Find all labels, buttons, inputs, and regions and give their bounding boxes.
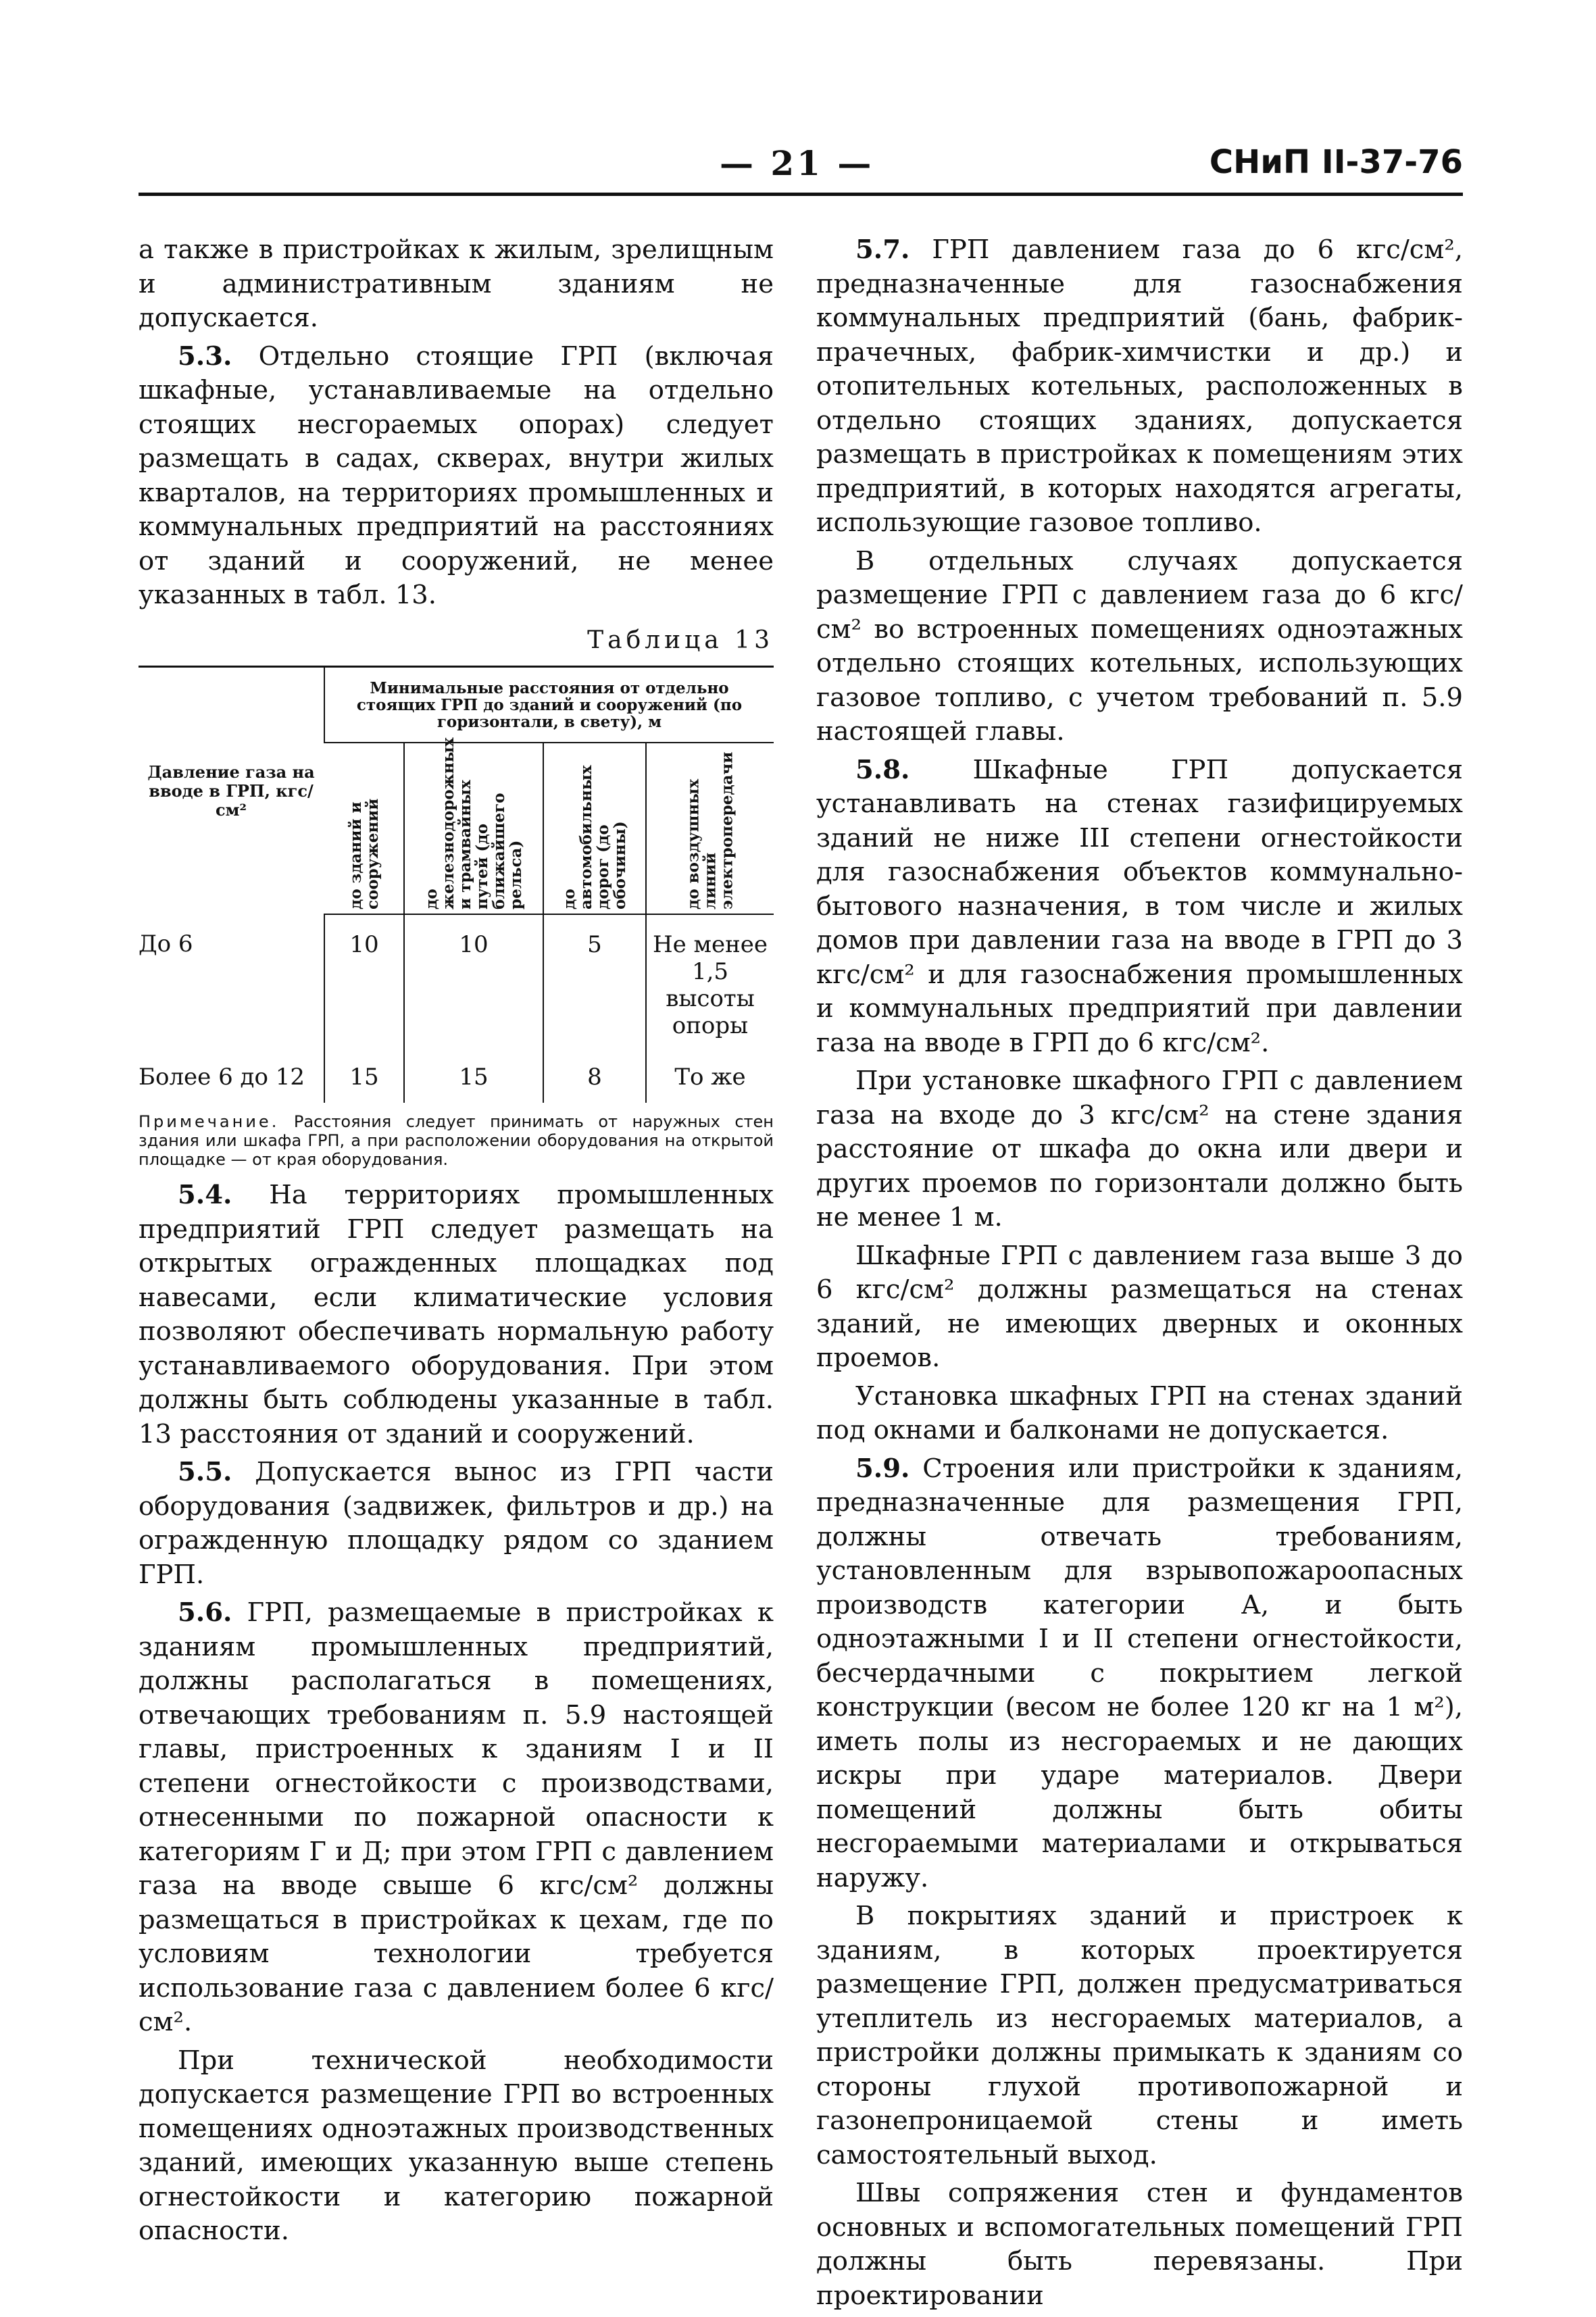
paragraph: Установка шкафных ГРП на стенах зданий под окнами и балконами не допускается. — [816, 1380, 1463, 1445]
clause-5-8 — [816, 753, 1463, 1061]
clause-number: 5.7. — [855, 234, 910, 265]
clause-number: 5.5. — [178, 1457, 232, 1487]
header-buildings — [324, 743, 404, 914]
table-row — [139, 1051, 774, 1103]
header-rail — [404, 737, 543, 914]
clause-text: Допускается вынос из ГРП части оборудования (задвижек, фильтров и др.) на огражденную площадку рядом со зданием ГРП. — [139, 1457, 774, 1590]
clause-5-5 — [139, 1455, 774, 1592]
cell-buildings: 10 — [324, 914, 404, 1051]
table-caption: Таблица 13 — [587, 626, 774, 654]
paragraph: В покрытиях зданий и пристроек к зданиям, в которых проектируется размещение ГРП, должен предусматриваться утеплитель из несгораемых материалов, а пристройки должны примыкать к зданиям со стороны глухой противопожарной и газонепроницаемой стены и иметь самостоятельный выход. — [816, 1901, 1463, 2170]
page-header — [139, 143, 1463, 197]
clause-5-4 — [139, 1178, 774, 1451]
header-power — [646, 743, 774, 914]
header-rule — [139, 193, 1463, 196]
note-text: Расстояния следует принимать от наружных стен здания или шкафа ГРП, а при расположении оборудования на открытой площадке — от края оборудования. — [139, 1112, 774, 1169]
header-buildings-label: до зданий и сооружений — [346, 798, 382, 910]
table-note — [139, 1112, 774, 1169]
header-power-label: до воздушных линий электропередачи — [684, 751, 737, 910]
paragraph: При установке шкафного ГРП с давлением газа на входе до 3 кгс/см² на стене здания расстояние от шкафа до окна или двери и других проемов по горизонтали должно быть не менее 1 м. — [816, 1066, 1463, 1232]
header-roads-label: до автомобильных дорог (до обочины) — [560, 765, 629, 910]
paragraph-continuation: а также в пристройках к жилым, зрелищным и административным зданиям не допускается. — [139, 234, 774, 333]
clause-text: Строения или пристройки к зданиям, предназначенные для размещения ГРП, должны отвечать требованиям, установленным для взрывопожароопасных производств категории А, и быть одноэтажными I и II степени огнестойкости, бесчердачными с покрытием легкой конструкции (весом не более 120 кг на 1 м²), иметь полы из несгораемых и не дающих искры при ударе материалов. Двери помещений должны быть обиты несгораемыми материалами и открываться наружу. — [816, 1453, 1463, 1893]
clause-5-7 — [816, 233, 1463, 541]
clause-text: На территориях промышленных предприятий ГРП следует размещать на открытых огражденных площадках под навесами, если климатические условия позволяют обеспечивать нормальную работу устанавливаемого оборудования. При этом должны быть соблюдены указанные в табл. 13 расстояния от зданий и сооружений. — [139, 1180, 774, 1449]
page-number: — 21 — — [720, 143, 874, 183]
clause-number: 5.3. — [178, 341, 232, 372]
clause-text: ГРП, размещаемые в пристройках к зданиям промышленных предприятий, должны располагаться в помещениях, отвечающих требованиям п. 5.9 настоящей главы, пристроенных к зданиям I и II степени огнестойкости с производствами, отнесенными по пожарной опасности к категориям Г и Д; при этом ГРП с давлением газа на вводе свыше 6 кгс/см² должны размещаться в пристройках к цехам, где по условиям технологии требуется использование газа с давлением более 6 кгс/см². — [139, 1597, 774, 2037]
clause-text: Шкафные ГРП допускается устанавливать на стенах газифицируемых зданий не ниже III степени огнестойкости для газоснабжения объектов коммунально-бытового назначения, в том числе и жилых домов при давлении газа на вводе в ГРП до 3 кгс/см² и для газоснабжения промышленных и коммунальных предприятий при давлении газа на вводе в ГРП до 6 кгс/см². — [816, 754, 1463, 1058]
header-roads — [543, 743, 646, 914]
cell-power: Не менее 1,5 высоты опоры — [646, 914, 774, 1051]
paragraph: В отдельных случаях допускается размещение ГРП с давлением газа до 6 кгс/см² во встроенных помещениях одноэтажных отдельно стоящих котельных, использующих газовое топливо, с учетом требований п. 5.9 настоящей главы. — [816, 545, 1463, 747]
clause-number: 5.8. — [855, 754, 910, 785]
table-13 — [139, 666, 774, 1103]
table-row — [139, 914, 774, 1051]
paragraph: При технической необходимости допускается размещение ГРП во встроенных помещениях одноэтажных производственных зданий, имеющих указанную выше степень огнестойкости и категорию пожарной опасности. — [139, 2045, 774, 2246]
clause-number: 5.4. — [178, 1180, 232, 1210]
cell-rail: 15 — [404, 1051, 543, 1103]
paragraph: Швы сопряжения стен и фундаментов основных и вспомогательных помещений ГРП должны быть перевязаны. При проектировании — [816, 2178, 1463, 2311]
header-rail-label: до железнодорожных и трамвайных путей (до ближайшего рельса) — [422, 737, 525, 910]
clause-5-9 — [816, 1452, 1463, 1896]
cell-buildings: 15 — [324, 1051, 404, 1103]
cell-roads: 5 — [543, 914, 646, 1051]
left-column — [139, 233, 774, 2253]
header-pressure: Давление газа на вводе в ГРП, кгс/см² — [139, 667, 324, 915]
document-code: СНиП II-37-76 — [1209, 143, 1463, 181]
clause-number: 5.6. — [178, 1597, 232, 1628]
clause-5-6 — [139, 1596, 774, 2040]
paragraph: Шкафные ГРП с давлением газа выше 3 до 6 кгс/см² должны размещаться на стенах зданий, не имеющих дверных и оконных проемов. — [816, 1240, 1463, 1373]
cell-pressure: До 6 — [139, 930, 193, 957]
cell-pressure: Более 6 до 12 — [139, 1064, 305, 1091]
note-label: Примечание. — [139, 1112, 280, 1131]
clause-number: 5.9. — [855, 1453, 910, 1484]
right-column — [816, 233, 1463, 2317]
cell-roads: 8 — [543, 1051, 646, 1103]
clause-text: Отдельно стоящие ГРП (включая шкафные, устанавливаемые на отдельно стоящих несгораемых опорах) следует размещать в садах, скверах, внутри жилых кварталов, на территориях промышленных и коммунальных предприятий на расстояниях от зданий и сооружений, не менее указанных в табл. 13. — [139, 341, 774, 610]
cell-power: То же — [646, 1051, 774, 1103]
clause-text: ГРП давлением газа до 6 кгс/см², предназначенные для газоснабжения коммунальных предприятий (бань, фабрик-прачечных, фабрик-химчистки и др.) и отопительных котельных, расположенных в отдельно стоящих зданиях, допускается размещать в пристройках к помещениям этих предприятий, в которых находятся агрегаты, использующие газовое топливо. — [816, 234, 1463, 538]
cell-rail: 10 — [404, 914, 543, 1051]
header-min-distances: Минимальные расстояния от отдельно стоящих ГРП до зданий и сооружений (по горизонтали, в свету), м — [324, 667, 774, 743]
clause-5-3 — [139, 340, 774, 613]
